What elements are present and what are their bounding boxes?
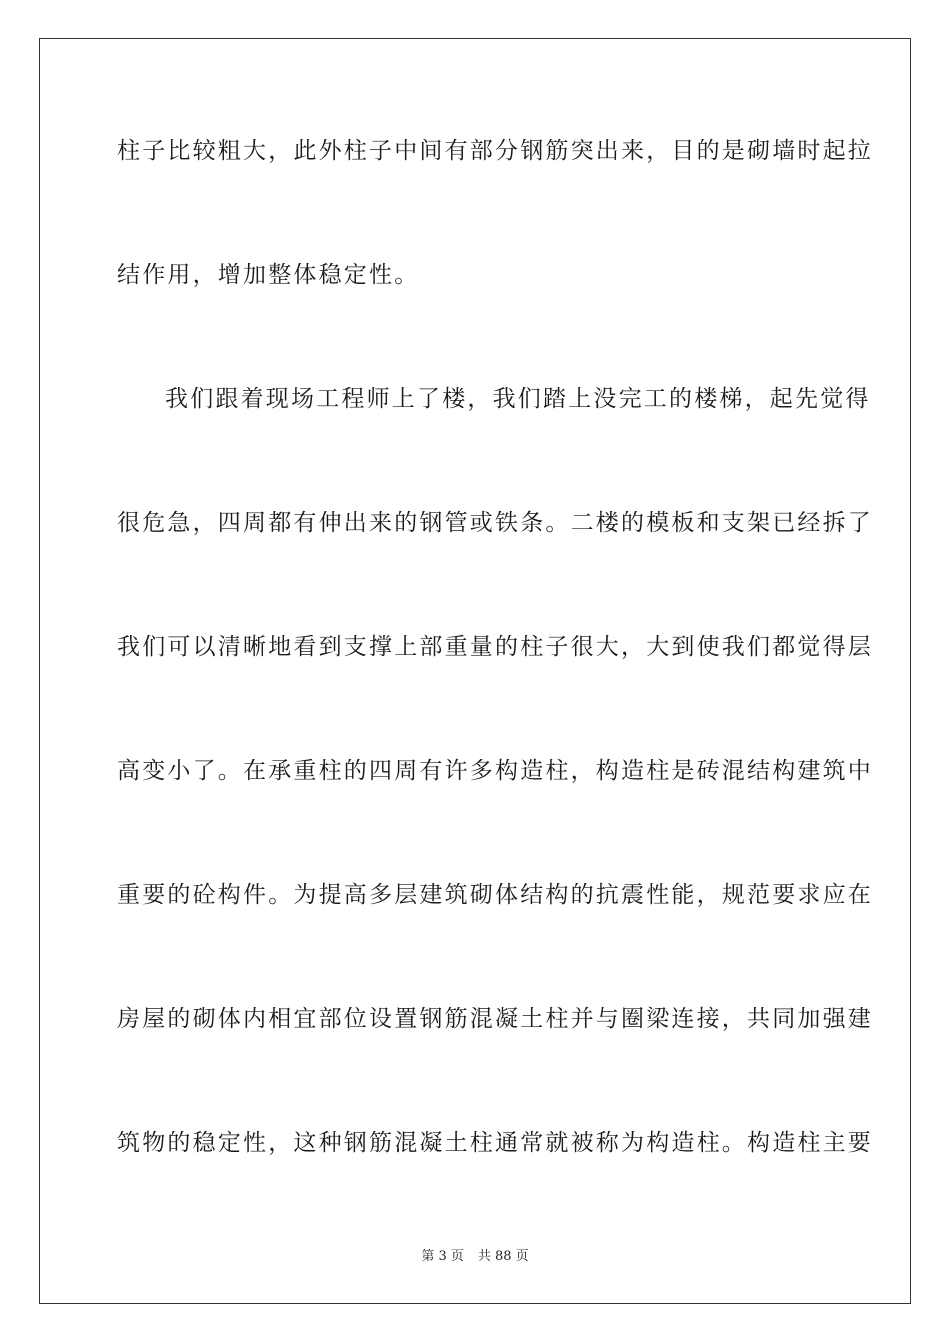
text-line-8: 房屋的砌体内相宜部位设置钢筋混凝土柱并与圈梁连接，共同加强建 [117, 1006, 873, 1032]
text-line-7: 重要的砼构件。为提高多层建筑砌体结构的抗震性能，规范要求应在 [117, 882, 873, 908]
text-line-9: 筑物的稳定性，这种钢筋混凝土柱通常就被称为构造柱。构造柱主要 [117, 1130, 873, 1156]
page-footer [0, 1245, 950, 1264]
total-pages: 共 88 页 [477, 1249, 529, 1264]
text-line-6: 高变小了。在承重柱的四周有许多构造柱，构造柱是砖混结构建筑中 [117, 758, 873, 784]
text-line-2: 结作用，增加整体稳定性。 [117, 262, 420, 288]
text-line-3: 我们跟着现场工程师上了楼，我们踏上没完工的楼梯，起先觉得 [165, 386, 871, 412]
text-line-5: 我们可以清晰地看到支撑上部重量的柱子很大，大到使我们都觉得层 [117, 634, 873, 660]
text-line-4: 很危急，四周都有伸出来的钢管或铁条。二楼的模板和支架已经拆了 [117, 510, 873, 536]
page-number: 第 3 页 [421, 1249, 464, 1264]
document-body [117, 127, 873, 1243]
text-line-1: 柱子比较粗大，此外柱子中间有部分钢筋突出来，目的是砌墙时起拉 [117, 138, 873, 164]
